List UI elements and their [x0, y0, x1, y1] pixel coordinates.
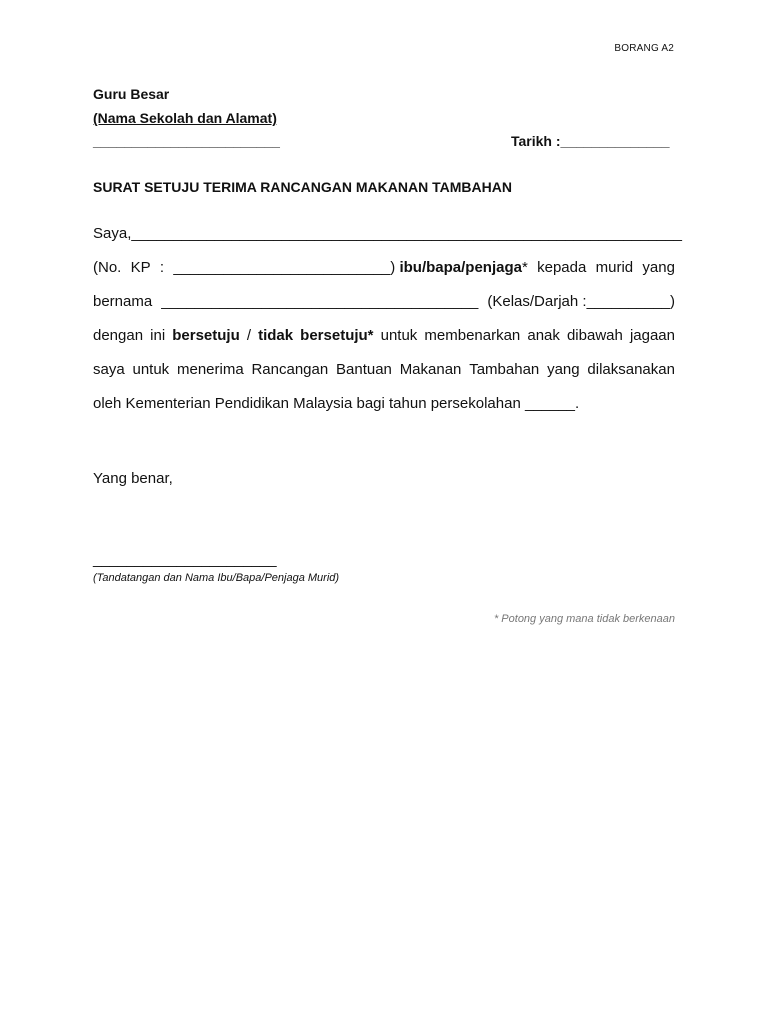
body-line-6: oleh Kementerian Pendidikan Malaysia bagi tahun persekolahan ______. — [93, 395, 580, 412]
word: KP — [130, 259, 151, 276]
body-line-2 — [93, 259, 675, 276]
ic-number-blank — [173, 259, 527, 276]
word: anak — [527, 327, 560, 344]
word: untuk — [132, 361, 170, 378]
word: Bantuan — [336, 361, 392, 378]
student-name-blank: ______________________________________ — [161, 293, 479, 310]
body-line-4 — [93, 327, 675, 344]
word: Tambahan — [469, 361, 540, 378]
signature-caption: (Tandatangan dan Nama Ibu/Bapa/Penjaga Murid) — [93, 572, 340, 584]
letter-title: SURAT SETUJU TERIMA RANCANGAN MAKANAN TAMBAHAN — [93, 179, 512, 195]
word: saya — [93, 361, 125, 378]
word: untuk — [380, 327, 418, 344]
body-line-5 — [93, 361, 675, 378]
footnote: * Potong yang mana tidak berkenaan — [493, 613, 675, 625]
word: bernama — [93, 293, 153, 310]
signature-line: ______________________ — [93, 551, 277, 568]
class-blank: (Kelas/Darjah :__________) — [487, 293, 675, 310]
body-line-3 — [93, 293, 675, 310]
consent-option-agree: bersetuju — [172, 327, 240, 344]
guardian-role-options: ibu/bapa/penjaga — [399, 259, 522, 276]
word: yang — [642, 259, 675, 276]
ic-blank-text: __________________________) — [173, 259, 396, 276]
date-field: Tarikh :______________ — [511, 133, 670, 149]
word: jagaan — [629, 327, 675, 344]
recipient-title: Guru Besar — [93, 86, 170, 102]
word: / — [246, 327, 251, 344]
word: menerima — [176, 361, 244, 378]
closing-salutation: Yang benar, — [93, 470, 173, 487]
word: membenarkan — [424, 327, 521, 344]
word: ini — [150, 327, 166, 344]
saya-label: Saya, — [93, 225, 132, 242]
word: tidak — [258, 327, 294, 344]
word: : — [159, 259, 165, 276]
word: Makanan — [399, 361, 462, 378]
word: Rancangan — [251, 361, 329, 378]
word: kepada — [537, 259, 587, 276]
word: murid — [595, 259, 634, 276]
school-name-address: (Nama Sekolah dan Alamat) — [93, 110, 277, 126]
word: yang — [547, 361, 580, 378]
word: dengan — [93, 327, 144, 344]
consent-option-disagree: bersetuju* — [300, 327, 374, 344]
word: dilaksanakan — [587, 361, 675, 378]
asterisk: * — [521, 259, 528, 276]
name-blank: __________________________________________________________________ — [131, 225, 682, 242]
body-line-1 — [93, 225, 682, 242]
address-blank-line: ________________________ — [93, 133, 280, 149]
form-code: BORANG A2 — [614, 43, 674, 54]
word: (No. — [93, 259, 122, 276]
word: dibawah — [566, 327, 623, 344]
